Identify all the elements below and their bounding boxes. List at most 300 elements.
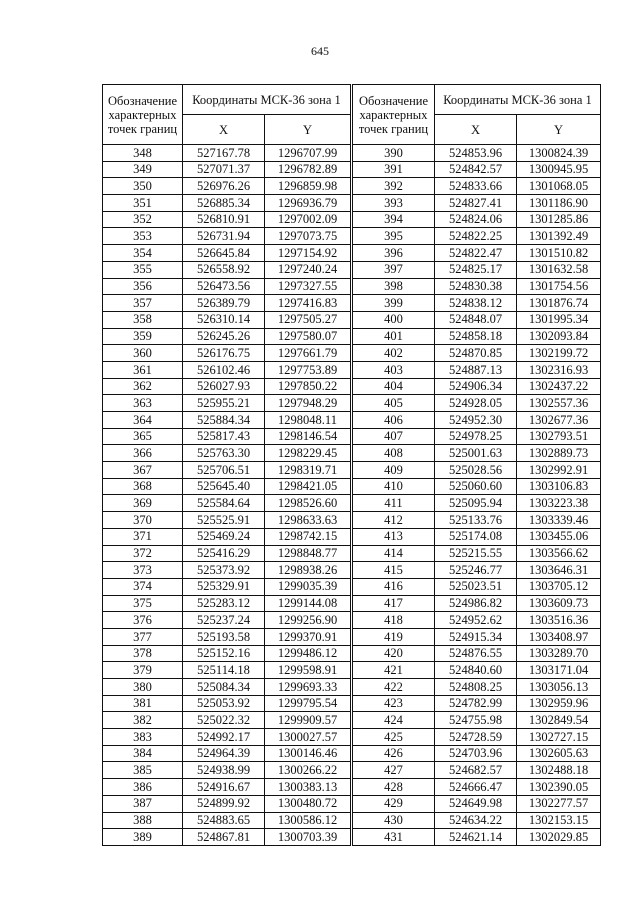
point-number-cell: 383 bbox=[103, 729, 183, 746]
table-row bbox=[103, 295, 351, 312]
y-coordinate-cell: 1298633.63 bbox=[265, 512, 351, 529]
y-coordinate-cell: 1302488.18 bbox=[517, 762, 601, 779]
y-coordinate-cell: 1301068.05 bbox=[517, 178, 601, 195]
y-coordinate-cell: 1303171.04 bbox=[517, 662, 601, 679]
y-coordinate-cell: 1298742.15 bbox=[265, 528, 351, 545]
x-coordinate-cell: 524915.34 bbox=[435, 628, 517, 645]
y-coordinate-cell: 1300146.46 bbox=[265, 745, 351, 762]
x-coordinate-cell: 526027.93 bbox=[183, 378, 265, 395]
x-coordinate-cell: 524986.82 bbox=[435, 595, 517, 612]
table-row bbox=[103, 278, 351, 295]
y-coordinate-cell: 1302849.54 bbox=[517, 712, 601, 729]
x-coordinate-cell: 524827.41 bbox=[435, 195, 517, 212]
x-coordinate-cell: 526731.94 bbox=[183, 228, 265, 245]
point-number-cell: 412 bbox=[353, 512, 435, 529]
y-column-header: Y bbox=[265, 115, 351, 145]
table-row bbox=[353, 211, 601, 228]
x-coordinate-cell: 524833.66 bbox=[435, 178, 517, 195]
table-row bbox=[103, 195, 351, 212]
table-row bbox=[353, 161, 601, 178]
point-number-cell: 419 bbox=[353, 628, 435, 645]
x-coordinate-cell: 526473.56 bbox=[183, 278, 265, 295]
coordinates-table-right bbox=[352, 84, 601, 846]
point-number-cell: 398 bbox=[353, 278, 435, 295]
table-row bbox=[353, 445, 601, 462]
point-number-cell: 400 bbox=[353, 311, 435, 328]
x-coordinate-cell: 525246.77 bbox=[435, 562, 517, 579]
point-number-cell: 397 bbox=[353, 261, 435, 278]
point-number-cell: 384 bbox=[103, 745, 183, 762]
table-row bbox=[353, 729, 601, 746]
table-row bbox=[103, 812, 351, 829]
y-coordinate-cell: 1302029.85 bbox=[517, 829, 601, 846]
y-coordinate-cell: 1302390.05 bbox=[517, 779, 601, 796]
y-coordinate-cell: 1297154.92 bbox=[265, 245, 351, 262]
y-coordinate-cell: 1297580.07 bbox=[265, 328, 351, 345]
x-coordinate-cell: 524728.59 bbox=[435, 729, 517, 746]
y-coordinate-cell: 1301754.56 bbox=[517, 278, 601, 295]
point-number-cell: 363 bbox=[103, 395, 183, 412]
point-number-cell: 361 bbox=[103, 361, 183, 378]
point-number-cell: 420 bbox=[353, 645, 435, 662]
y-coordinate-cell: 1302437.22 bbox=[517, 378, 601, 395]
point-number-cell: 396 bbox=[353, 245, 435, 262]
x-coordinate-cell: 525174.08 bbox=[435, 528, 517, 545]
point-number-cell: 402 bbox=[353, 345, 435, 362]
table-row bbox=[353, 762, 601, 779]
x-coordinate-cell: 524621.14 bbox=[435, 829, 517, 846]
y-coordinate-cell: 1303056.13 bbox=[517, 679, 601, 696]
point-number-cell: 367 bbox=[103, 462, 183, 479]
point-number-cell: 388 bbox=[103, 812, 183, 829]
y-coordinate-cell: 1299370.91 bbox=[265, 628, 351, 645]
point-number-cell: 387 bbox=[103, 795, 183, 812]
coordinates-table-left bbox=[102, 84, 351, 846]
y-coordinate-cell: 1302889.73 bbox=[517, 445, 601, 462]
point-number-cell: 430 bbox=[353, 812, 435, 829]
y-coordinate-cell: 1302153.15 bbox=[517, 812, 601, 829]
y-coordinate-cell: 1300480.72 bbox=[265, 795, 351, 812]
x-coordinate-cell: 524867.81 bbox=[183, 829, 265, 846]
point-number-cell: 407 bbox=[353, 428, 435, 445]
y-coordinate-cell: 1299909.57 bbox=[265, 712, 351, 729]
table-row bbox=[103, 328, 351, 345]
table-row bbox=[353, 712, 601, 729]
x-coordinate-cell: 524755.98 bbox=[435, 712, 517, 729]
table-row bbox=[353, 495, 601, 512]
table-row bbox=[103, 595, 351, 612]
point-number-cell: 415 bbox=[353, 562, 435, 579]
x-coordinate-cell: 524899.92 bbox=[183, 795, 265, 812]
y-coordinate-cell: 1298229.45 bbox=[265, 445, 351, 462]
table-row bbox=[353, 478, 601, 495]
point-number-cell: 423 bbox=[353, 695, 435, 712]
y-coordinate-cell: 1303223.38 bbox=[517, 495, 601, 512]
y-coordinate-cell: 1297505.27 bbox=[265, 311, 351, 328]
page-number: 645 bbox=[311, 44, 329, 58]
table-row bbox=[353, 345, 601, 362]
table-row bbox=[103, 228, 351, 245]
table-row bbox=[103, 378, 351, 395]
table-row bbox=[353, 245, 601, 262]
point-number-cell: 359 bbox=[103, 328, 183, 345]
table-row bbox=[353, 528, 601, 545]
x-coordinate-cell: 526558.92 bbox=[183, 261, 265, 278]
point-number-cell: 393 bbox=[353, 195, 435, 212]
x-coordinate-cell: 524870.85 bbox=[435, 345, 517, 362]
point-number-cell: 401 bbox=[353, 328, 435, 345]
table-row bbox=[353, 595, 601, 612]
point-number-cell: 411 bbox=[353, 495, 435, 512]
x-coordinate-cell: 525053.92 bbox=[183, 695, 265, 712]
y-coordinate-cell: 1297661.79 bbox=[265, 345, 351, 362]
y-coordinate-cell: 1303289.70 bbox=[517, 645, 601, 662]
x-coordinate-cell: 524824.06 bbox=[435, 211, 517, 228]
point-number-cell: 405 bbox=[353, 395, 435, 412]
x-coordinate-cell: 524682.57 bbox=[435, 762, 517, 779]
point-number-cell: 399 bbox=[353, 295, 435, 312]
y-coordinate-cell: 1296859.98 bbox=[265, 178, 351, 195]
x-coordinate-cell: 526645.84 bbox=[183, 245, 265, 262]
x-coordinate-cell: 527071.37 bbox=[183, 161, 265, 178]
point-designation-header: Обозначение характерных точек границ bbox=[353, 85, 435, 145]
point-number-cell: 416 bbox=[353, 578, 435, 595]
y-coordinate-cell: 1298421.05 bbox=[265, 478, 351, 495]
y-coordinate-cell: 1298848.77 bbox=[265, 545, 351, 562]
x-coordinate-cell: 525237.24 bbox=[183, 612, 265, 629]
x-coordinate-cell: 525373.92 bbox=[183, 562, 265, 579]
x-coordinate-cell: 525469.24 bbox=[183, 528, 265, 545]
x-coordinate-cell: 526245.26 bbox=[183, 328, 265, 345]
table-row bbox=[353, 145, 601, 162]
table-row bbox=[353, 695, 601, 712]
table-row bbox=[103, 245, 351, 262]
point-number-cell: 356 bbox=[103, 278, 183, 295]
point-number-cell: 368 bbox=[103, 478, 183, 495]
x-coordinate-cell: 525884.34 bbox=[183, 412, 265, 429]
y-coordinate-cell: 1302677.36 bbox=[517, 412, 601, 429]
point-number-cell: 371 bbox=[103, 528, 183, 545]
table-row bbox=[103, 695, 351, 712]
x-coordinate-cell: 525095.94 bbox=[435, 495, 517, 512]
x-coordinate-cell: 525283.12 bbox=[183, 595, 265, 612]
table-row bbox=[103, 428, 351, 445]
table-row bbox=[353, 795, 601, 812]
coordinates-header: Координаты МСК-36 зона 1 bbox=[183, 85, 351, 115]
point-number-cell: 424 bbox=[353, 712, 435, 729]
y-coordinate-cell: 1297753.89 bbox=[265, 361, 351, 378]
table-row bbox=[353, 228, 601, 245]
y-coordinate-cell: 1301392.49 bbox=[517, 228, 601, 245]
point-number-cell: 413 bbox=[353, 528, 435, 545]
point-number-cell: 348 bbox=[103, 145, 183, 162]
table-row bbox=[353, 645, 601, 662]
table-row bbox=[353, 311, 601, 328]
table-row bbox=[353, 412, 601, 429]
table-row bbox=[103, 178, 351, 195]
table-row bbox=[103, 662, 351, 679]
table-row bbox=[353, 612, 601, 629]
point-number-cell: 357 bbox=[103, 295, 183, 312]
y-coordinate-cell: 1297327.55 bbox=[265, 278, 351, 295]
x-coordinate-cell: 525706.51 bbox=[183, 462, 265, 479]
y-coordinate-cell: 1302093.84 bbox=[517, 328, 601, 345]
point-number-cell: 351 bbox=[103, 195, 183, 212]
point-number-cell: 389 bbox=[103, 829, 183, 846]
point-number-cell: 372 bbox=[103, 545, 183, 562]
table-row bbox=[353, 679, 601, 696]
table-row bbox=[103, 311, 351, 328]
point-number-cell: 355 bbox=[103, 261, 183, 278]
table-row bbox=[103, 729, 351, 746]
table-row bbox=[103, 562, 351, 579]
table-row bbox=[103, 745, 351, 762]
table-row bbox=[103, 445, 351, 462]
point-number-cell: 406 bbox=[353, 412, 435, 429]
x-column-header: X bbox=[183, 115, 265, 145]
table-row bbox=[353, 829, 601, 846]
x-coordinate-cell: 525023.51 bbox=[435, 578, 517, 595]
point-number-cell: 365 bbox=[103, 428, 183, 445]
table-row bbox=[353, 278, 601, 295]
table-row bbox=[103, 779, 351, 796]
x-coordinate-cell: 525584.64 bbox=[183, 495, 265, 512]
x-coordinate-cell: 526885.34 bbox=[183, 195, 265, 212]
y-coordinate-cell: 1301876.74 bbox=[517, 295, 601, 312]
point-number-cell: 408 bbox=[353, 445, 435, 462]
y-coordinate-cell: 1301285.86 bbox=[517, 211, 601, 228]
table-row bbox=[353, 545, 601, 562]
table-row bbox=[103, 211, 351, 228]
y-coordinate-cell: 1303106.83 bbox=[517, 478, 601, 495]
x-coordinate-cell: 524838.12 bbox=[435, 295, 517, 312]
point-number-cell: 374 bbox=[103, 578, 183, 595]
x-coordinate-cell: 525645.40 bbox=[183, 478, 265, 495]
x-coordinate-cell: 524830.38 bbox=[435, 278, 517, 295]
x-coordinate-cell: 526310.14 bbox=[183, 311, 265, 328]
y-coordinate-cell: 1300383.13 bbox=[265, 779, 351, 796]
point-number-cell: 386 bbox=[103, 779, 183, 796]
y-coordinate-cell: 1303566.62 bbox=[517, 545, 601, 562]
point-number-cell: 404 bbox=[353, 378, 435, 395]
table-body-right bbox=[353, 145, 601, 846]
y-coordinate-cell: 1302557.36 bbox=[517, 395, 601, 412]
x-coordinate-cell: 526389.79 bbox=[183, 295, 265, 312]
point-number-cell: 395 bbox=[353, 228, 435, 245]
table-row bbox=[353, 745, 601, 762]
table-row bbox=[103, 612, 351, 629]
y-coordinate-cell: 1299795.54 bbox=[265, 695, 351, 712]
point-number-cell: 360 bbox=[103, 345, 183, 362]
point-number-cell: 375 bbox=[103, 595, 183, 612]
y-coordinate-cell: 1303609.73 bbox=[517, 595, 601, 612]
table-row bbox=[103, 528, 351, 545]
table-row bbox=[103, 645, 351, 662]
point-designation-header: Обозначение характерных точек границ bbox=[103, 85, 183, 145]
y-coordinate-cell: 1302793.51 bbox=[517, 428, 601, 445]
point-number-cell: 352 bbox=[103, 211, 183, 228]
y-coordinate-cell: 1300027.57 bbox=[265, 729, 351, 746]
x-coordinate-cell: 525215.55 bbox=[435, 545, 517, 562]
table-row bbox=[103, 795, 351, 812]
x-coordinate-cell: 524822.47 bbox=[435, 245, 517, 262]
y-coordinate-cell: 1299486.12 bbox=[265, 645, 351, 662]
table-row bbox=[353, 395, 601, 412]
x-coordinate-cell: 525817.43 bbox=[183, 428, 265, 445]
y-coordinate-cell: 1302199.72 bbox=[517, 345, 601, 362]
point-number-cell: 349 bbox=[103, 161, 183, 178]
x-coordinate-cell: 526810.91 bbox=[183, 211, 265, 228]
y-coordinate-cell: 1297240.24 bbox=[265, 261, 351, 278]
x-coordinate-cell: 524840.60 bbox=[435, 662, 517, 679]
point-number-cell: 362 bbox=[103, 378, 183, 395]
x-coordinate-cell: 525001.63 bbox=[435, 445, 517, 462]
x-coordinate-cell: 524916.67 bbox=[183, 779, 265, 796]
table-row bbox=[353, 328, 601, 345]
point-number-cell: 421 bbox=[353, 662, 435, 679]
x-coordinate-cell: 524887.13 bbox=[435, 361, 517, 378]
point-number-cell: 358 bbox=[103, 311, 183, 328]
table-row bbox=[103, 628, 351, 645]
x-coordinate-cell: 527167.78 bbox=[183, 145, 265, 162]
table-row bbox=[353, 195, 601, 212]
table-row bbox=[103, 145, 351, 162]
x-coordinate-cell: 525525.91 bbox=[183, 512, 265, 529]
x-coordinate-cell: 524978.25 bbox=[435, 428, 517, 445]
y-column-header: Y bbox=[517, 115, 601, 145]
x-coordinate-cell: 524952.62 bbox=[435, 612, 517, 629]
table-row bbox=[353, 512, 601, 529]
table-row bbox=[103, 829, 351, 846]
y-coordinate-cell: 1303408.97 bbox=[517, 628, 601, 645]
x-coordinate-cell: 524992.17 bbox=[183, 729, 265, 746]
y-coordinate-cell: 1300945.95 bbox=[517, 161, 601, 178]
y-coordinate-cell: 1298319.71 bbox=[265, 462, 351, 479]
y-coordinate-cell: 1302277.57 bbox=[517, 795, 601, 812]
x-coordinate-cell: 526976.26 bbox=[183, 178, 265, 195]
point-number-cell: 409 bbox=[353, 462, 435, 479]
y-coordinate-cell: 1303705.12 bbox=[517, 578, 601, 595]
table-row bbox=[103, 545, 351, 562]
y-coordinate-cell: 1299144.08 bbox=[265, 595, 351, 612]
table-row bbox=[353, 562, 601, 579]
point-number-cell: 410 bbox=[353, 478, 435, 495]
point-number-cell: 354 bbox=[103, 245, 183, 262]
point-number-cell: 377 bbox=[103, 628, 183, 645]
y-coordinate-cell: 1297850.22 bbox=[265, 378, 351, 395]
table-row bbox=[103, 161, 351, 178]
x-coordinate-cell: 525955.21 bbox=[183, 395, 265, 412]
point-number-cell: 392 bbox=[353, 178, 435, 195]
x-coordinate-cell: 524858.18 bbox=[435, 328, 517, 345]
y-coordinate-cell: 1301186.90 bbox=[517, 195, 601, 212]
point-number-cell: 431 bbox=[353, 829, 435, 846]
point-number-cell: 373 bbox=[103, 562, 183, 579]
table-row bbox=[353, 361, 601, 378]
y-coordinate-cell: 1296782.89 bbox=[265, 161, 351, 178]
table-row bbox=[103, 361, 351, 378]
y-coordinate-cell: 1303455.06 bbox=[517, 528, 601, 545]
table-row bbox=[353, 462, 601, 479]
x-coordinate-cell: 525084.34 bbox=[183, 679, 265, 696]
y-coordinate-cell: 1302605.63 bbox=[517, 745, 601, 762]
x-coordinate-cell: 524938.99 bbox=[183, 762, 265, 779]
y-coordinate-cell: 1300586.12 bbox=[265, 812, 351, 829]
x-coordinate-cell: 524842.57 bbox=[435, 161, 517, 178]
y-coordinate-cell: 1303339.46 bbox=[517, 512, 601, 529]
table-row bbox=[353, 261, 601, 278]
y-coordinate-cell: 1300266.22 bbox=[265, 762, 351, 779]
y-coordinate-cell: 1302959.96 bbox=[517, 695, 601, 712]
x-coordinate-cell: 525763.30 bbox=[183, 445, 265, 462]
point-number-cell: 379 bbox=[103, 662, 183, 679]
x-coordinate-cell: 524848.07 bbox=[435, 311, 517, 328]
x-coordinate-cell: 525060.60 bbox=[435, 478, 517, 495]
table-row bbox=[353, 662, 601, 679]
table-row bbox=[353, 378, 601, 395]
y-coordinate-cell: 1301632.58 bbox=[517, 261, 601, 278]
point-number-cell: 418 bbox=[353, 612, 435, 629]
x-coordinate-cell: 525028.56 bbox=[435, 462, 517, 479]
x-coordinate-cell: 526176.75 bbox=[183, 345, 265, 362]
point-number-cell: 380 bbox=[103, 679, 183, 696]
y-coordinate-cell: 1297948.29 bbox=[265, 395, 351, 412]
x-coordinate-cell: 525114.18 bbox=[183, 662, 265, 679]
point-number-cell: 376 bbox=[103, 612, 183, 629]
coordinates-header: Координаты МСК-36 зона 1 bbox=[435, 85, 601, 115]
point-number-cell: 350 bbox=[103, 178, 183, 195]
y-coordinate-cell: 1300824.39 bbox=[517, 145, 601, 162]
y-coordinate-cell: 1298146.54 bbox=[265, 428, 351, 445]
table-row bbox=[353, 628, 601, 645]
point-number-cell: 403 bbox=[353, 361, 435, 378]
point-number-cell: 381 bbox=[103, 695, 183, 712]
table-row bbox=[353, 578, 601, 595]
y-coordinate-cell: 1303516.36 bbox=[517, 612, 601, 629]
y-coordinate-cell: 1299693.33 bbox=[265, 679, 351, 696]
x-coordinate-cell: 524876.55 bbox=[435, 645, 517, 662]
point-number-cell: 422 bbox=[353, 679, 435, 696]
y-coordinate-cell: 1298048.11 bbox=[265, 412, 351, 429]
point-number-cell: 366 bbox=[103, 445, 183, 462]
x-coordinate-cell: 524808.25 bbox=[435, 679, 517, 696]
table-row bbox=[103, 478, 351, 495]
x-coordinate-cell: 524825.17 bbox=[435, 261, 517, 278]
y-coordinate-cell: 1302727.15 bbox=[517, 729, 601, 746]
point-number-cell: 382 bbox=[103, 712, 183, 729]
x-coordinate-cell: 524782.99 bbox=[435, 695, 517, 712]
y-coordinate-cell: 1299598.91 bbox=[265, 662, 351, 679]
point-number-cell: 394 bbox=[353, 211, 435, 228]
x-coordinate-cell: 524906.34 bbox=[435, 378, 517, 395]
x-coordinate-cell: 526102.46 bbox=[183, 361, 265, 378]
y-coordinate-cell: 1296707.99 bbox=[265, 145, 351, 162]
y-coordinate-cell: 1299035.39 bbox=[265, 578, 351, 595]
y-coordinate-cell: 1302992.91 bbox=[517, 462, 601, 479]
table-row bbox=[103, 495, 351, 512]
table-row bbox=[103, 762, 351, 779]
x-coordinate-cell: 524928.05 bbox=[435, 395, 517, 412]
x-coordinate-cell: 525022.32 bbox=[183, 712, 265, 729]
point-number-cell: 429 bbox=[353, 795, 435, 812]
x-coordinate-cell: 524703.96 bbox=[435, 745, 517, 762]
point-number-cell: 428 bbox=[353, 779, 435, 796]
x-coordinate-cell: 524822.25 bbox=[435, 228, 517, 245]
y-coordinate-cell: 1301510.82 bbox=[517, 245, 601, 262]
x-coordinate-cell: 524853.96 bbox=[435, 145, 517, 162]
point-number-cell: 390 bbox=[353, 145, 435, 162]
x-coordinate-cell: 525416.29 bbox=[183, 545, 265, 562]
